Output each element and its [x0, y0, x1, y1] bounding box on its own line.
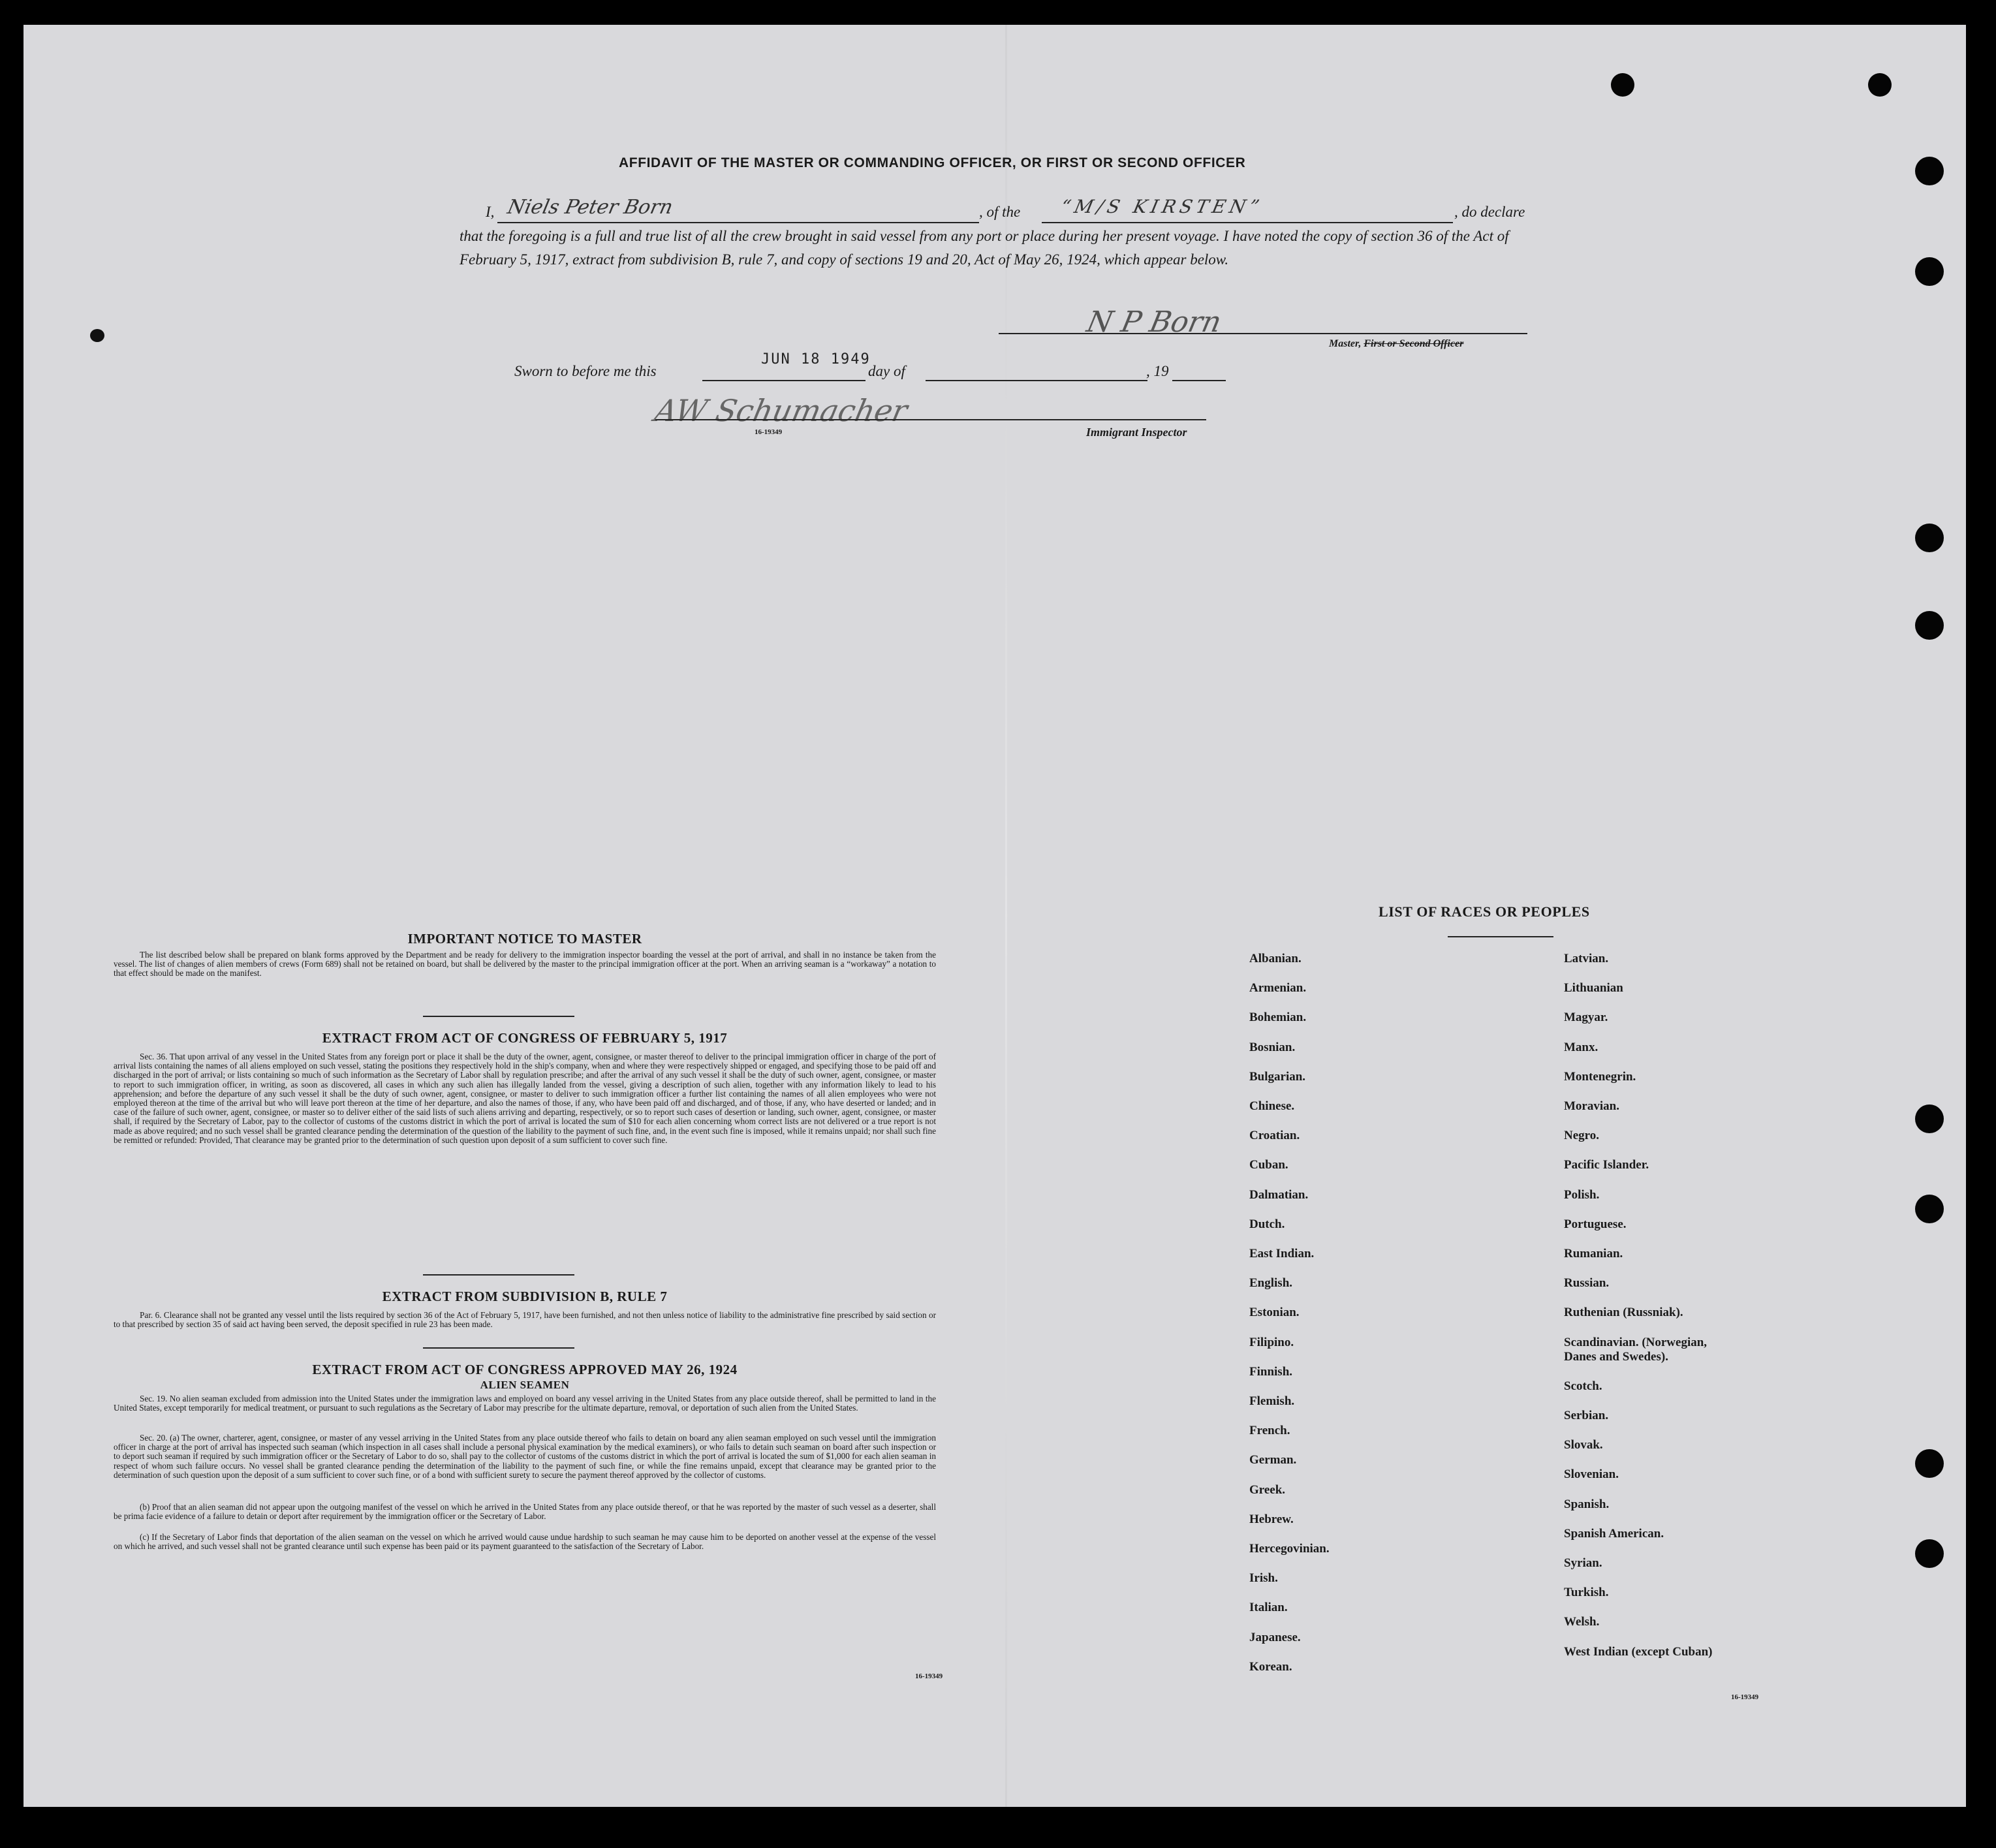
sworn-month-line [926, 380, 1147, 381]
affidavit-form-number: 16-19349 [755, 428, 783, 436]
race-item: Slovenian. [1564, 1467, 1619, 1482]
punch-hole [1915, 611, 1944, 640]
race-item: Estonian. [1249, 1306, 1300, 1320]
vessel-line [1042, 222, 1453, 223]
notice-text: The list described below shall be prepared on blank forms approved by the Department and be ready for delivery to the immigration inspector boarding the vessel at the port of arrival, and shall in no instance be taken from the vessel. The list of changes of alien members of crews (Form 689) shall not be retained on board, but shall be delivered by the master to the principal immigration officer at the port. When an arriving seaman is a “workaway” a notation to that effect should be made on the manifest. [114, 950, 936, 979]
race-item: Rumanian. [1564, 1247, 1623, 1261]
sworn-prefix: Sworn to before me this [514, 363, 657, 379]
race-item: Pacific Islander. [1564, 1158, 1649, 1172]
extract3-heading: EXTRACT FROM ACT OF CONGRESS APPROVED MAY 26, 1924 [312, 1362, 738, 1377]
inspector-label: Immigrant Inspector [1086, 426, 1187, 439]
center-fold [1005, 25, 1007, 1807]
race-item: Ruthenian (Russniak). [1564, 1306, 1683, 1320]
document-sheet [23, 25, 1966, 1807]
race-item: Japanese. [1249, 1630, 1301, 1644]
sworn-day-line [702, 380, 865, 381]
sworn-date-stamp: JUN 18 1949 [761, 351, 871, 368]
of-the-label: , of the [979, 204, 1021, 220]
race-item: Russian. [1564, 1276, 1610, 1291]
extract2-text: Par. 6. Clearance shall not be granted any vessel until the lists required by section 36 of the Act of February 5, 1917, have been furnished, and not then unless notice of liability to the administrative fine prescribed by said section or to that prescribed by section 35 of said act having been served, the deposit specified in rule 23 has been made. [114, 1310, 936, 1330]
race-item: East Indian. [1249, 1247, 1315, 1261]
sec20c-text: (c) If the Secretary of Labor finds that deportation of the alien seaman on the vessel on which he arrived would cause undue hardship to such seaman he may cause him to be deported on another vessel at the expense of the vessel on which he arrived, and such vessel shall not be granted clearance until such expense has been paid or its payment guaranteed to the satisfaction of the Secretary of Labor. [114, 1532, 936, 1552]
race-item: Flemish. [1249, 1394, 1295, 1408]
punch-hole [1868, 73, 1892, 97]
race-item: Scandinavian. (Norwegian, Danes and Swedes). [1564, 1335, 1708, 1364]
race-item: Hebrew. [1249, 1512, 1294, 1526]
race-item: Chinese. [1249, 1099, 1295, 1113]
race-item: Hercegovinian. [1249, 1542, 1330, 1556]
race-item: Scotch. [1564, 1379, 1602, 1393]
sec20-text: Sec. 20. (a) The owner, charterer, agent, consignee, or master of any vessel arriving in the United States from any place outside thereof who fails to detain on board any alien seaman employed on such vessel until the immigration officer in charge at the port of arrival has inspected such seaman (which inspection in all cases shall include a personal physical examination by the medical examiners), or who fails to detain such seaman on board after such inspection or to deport such seaman if required by such immigration officer or the Secretary of Labor to do so, shall pay to the collector of customs of the customs district in which the port of arrival is located the sum of $1,000 for each alien seaman in respect of whom such failure occurs. No vessel shall be granted clearance pending the determination of the liability to the payment of such fine, or while the fine remains unpaid, except that clearance may be granted prior to the determination of such question upon the deposit of a sum sufficient to cover such fine, or of a bond with sufficient surety to secure the payment thereof approved by the collector of customs. [114, 1433, 936, 1480]
race-item: English. [1249, 1276, 1293, 1291]
race-item: Italian. [1249, 1601, 1288, 1615]
race-item: Korean. [1249, 1659, 1292, 1674]
declaration-text: that the foregoing is a full and true list of all the crew brought in said vessel from any port or place during her present voyage. I have noted the copy of section 36 of the Act of February 5, 1917, extract from subdivision B, rule 7, and copy of sections 19 and 20, Act of May 26, 1924, which appear below. [460, 228, 1509, 268]
day-of-label: day of [868, 363, 905, 379]
race-item: Montenegrin. [1564, 1069, 1636, 1084]
vessel-name-handwritten: “M/S KIRSTEN” [1059, 196, 1266, 217]
race-item: Polish. [1564, 1187, 1600, 1202]
ink-smudge [90, 329, 104, 342]
race-item: West Indian (except Cuban) [1564, 1644, 1713, 1659]
race-item: Spanish. [1564, 1497, 1610, 1511]
race-item: Negro. [1564, 1129, 1599, 1143]
master-signature: N P Born [1084, 305, 1224, 339]
races-form-number: 16-19349 [1731, 1693, 1759, 1701]
race-item: Welsh. [1564, 1615, 1600, 1629]
divider [1448, 936, 1553, 937]
sworn-year-line [1172, 380, 1226, 381]
race-item: Bosnian. [1249, 1040, 1296, 1054]
divider [423, 1274, 574, 1276]
race-item: Finnish. [1249, 1364, 1293, 1379]
signature-line [999, 333, 1527, 334]
race-item: Filipino. [1249, 1335, 1294, 1349]
race-item: Syrian. [1564, 1556, 1602, 1570]
race-item: Dalmatian. [1249, 1187, 1309, 1202]
race-item: Bohemian. [1249, 1010, 1307, 1025]
struck-officer-label: First or Second Officer [1364, 338, 1464, 349]
race-item: Slovak. [1564, 1438, 1603, 1452]
race-item: Moravian. [1564, 1099, 1619, 1113]
race-item: Latvian. [1564, 952, 1609, 965]
race-item: Magyar. [1564, 1010, 1608, 1025]
master-label: Master, [1329, 338, 1362, 349]
race-item: Cuban. [1249, 1158, 1288, 1172]
race-item: Bulgarian. [1249, 1069, 1306, 1084]
do-declare-label: , do declare [1454, 204, 1525, 220]
punch-hole [1915, 1195, 1944, 1223]
inspector-line [655, 419, 1206, 420]
affidavit-title: AFFIDAVIT OF THE MASTER OR COMMANDING OFFICER, OR FIRST OR SECOND OFFICER [619, 155, 1246, 170]
sec20b-text: (b) Proof that an alien seaman did not appear upon the outgoing manifest of the vessel on which he arrived in the United States from any place outside thereof, or that he was reported by the master of such vessel as a deserter, shall be prima facie evidence of a failure to detain or deport after requirement by the immigration officer or the Secretary of Labor. [114, 1502, 936, 1522]
punch-hole [1611, 73, 1634, 97]
race-item: Greek. [1249, 1482, 1286, 1497]
race-item: German. [1249, 1453, 1297, 1467]
notice-form-number: 16-19349 [915, 1672, 943, 1680]
master-name-line [497, 222, 979, 223]
extract1-text: Sec. 36. That upon arrival of any vessel in the United States from any foreign port or place it shall be the duty of the owner, agent, consignee, or master thereof to deliver to the principal immigration officer in charge of the port of arrival lists containing the names of all aliens employed on such vessel, stating the positions they respectively hold in the ship's company, when and where they were respectively shipped or engaged, and specifying those to be paid off and discharged in the port of arrival; or lists containing so much of such information as the Secretary of Labor shall by regulation prescribe; and after the arrival of any such vessel it shall be the duty of such owner, agent, consignee, or master to report to such immigration officer, in writing, as soon as discovered, all cases in which any such alien has illegally landed from the vessel, giving a description of such alien, together with any information likely to lead to his apprehension; and before the departure of any such vessel it shall be the duty of such owner, agent, consignee, or master to deliver to such immigration officer a further list containing the names of all alien employees who were not employed thereon at the time of the arrival but who will leave port thereon at the time of her departure, and also the names of those, if any, who have been paid off and discharged, and of those, if any, who have deserted or landed; and in case of the failure of such owner, agent, consignee, or master so to deliver either of the said lists of such aliens arriving and departing, respectively, or so to report such cases of desertion or landing, such owner, agent, consignee, or master shall, if required by the Secretary of Labor, pay to the collector of customs of the customs district in which the port of arrival is located the sum of $10 for each alien concerning whom correct lists are not delivered or a true report is not made as above required; and no such vessel shall be granted clearance pending the determination of the question of the liability to the payment of such fine, and, in the event such fine is imposed, while it remains unpaid; nor shall such fine be remitted or refunded: Provided, That clearance may be granted prior to the determination of such question upon deposit of a sum sufficient to cover such fine. [114, 1052, 936, 1145]
race-item: Croatian. [1249, 1129, 1300, 1143]
punch-hole [1915, 1539, 1944, 1568]
punch-hole [1915, 524, 1944, 552]
master-title-label [1329, 338, 1463, 350]
alien-seamen-subheading: ALIEN SEAMEN [480, 1379, 570, 1391]
extract2-heading: EXTRACT FROM SUBDIVISION B, RULE 7 [382, 1289, 668, 1304]
race-item: Dutch. [1249, 1217, 1285, 1231]
punch-hole [1915, 1104, 1944, 1133]
races-heading: LIST OF RACES OR PEOPLES [1379, 903, 1590, 920]
master-name-handwritten: Niels Peter Born [505, 196, 675, 219]
punch-hole [1915, 1449, 1944, 1478]
race-item: Turkish. [1564, 1586, 1609, 1600]
race-item: Spanish American. [1564, 1526, 1664, 1541]
race-item: French. [1249, 1424, 1290, 1438]
year-label: , 19 [1146, 363, 1169, 379]
notice-heading: IMPORTANT NOTICE TO MASTER [407, 931, 642, 947]
sec19-text: Sec. 19. No alien seaman excluded from admission into the United States under the immigration laws and employed on board any vessel arriving in the United States from any place outside thereof, shall be permitted to land in the United States, except temporarily for medical treatment, or pursuant to such regulations as the Secretary of Labor may prescribe for the ultimate departure, removal, or deportation of such alien from the United States. [114, 1394, 936, 1413]
race-item: Manx. [1564, 1040, 1598, 1054]
inspector-signature: AW Schumacher [651, 393, 911, 428]
punch-hole [1915, 257, 1944, 286]
race-item: Irish. [1249, 1571, 1278, 1586]
race-item: Albanian. [1249, 952, 1302, 965]
punch-hole [1915, 157, 1944, 185]
extract1-heading: EXTRACT FROM ACT OF CONGRESS OF FEBRUARY 5, 1917 [322, 1030, 728, 1046]
race-item: Serbian. [1564, 1409, 1609, 1422]
i-prefix: I, [486, 204, 495, 220]
divider [423, 1347, 574, 1349]
race-item: Portuguese. [1564, 1217, 1627, 1231]
divider [423, 1016, 574, 1017]
race-item: Armenian. [1249, 981, 1307, 995]
race-item: Lithuanian [1564, 981, 1623, 995]
